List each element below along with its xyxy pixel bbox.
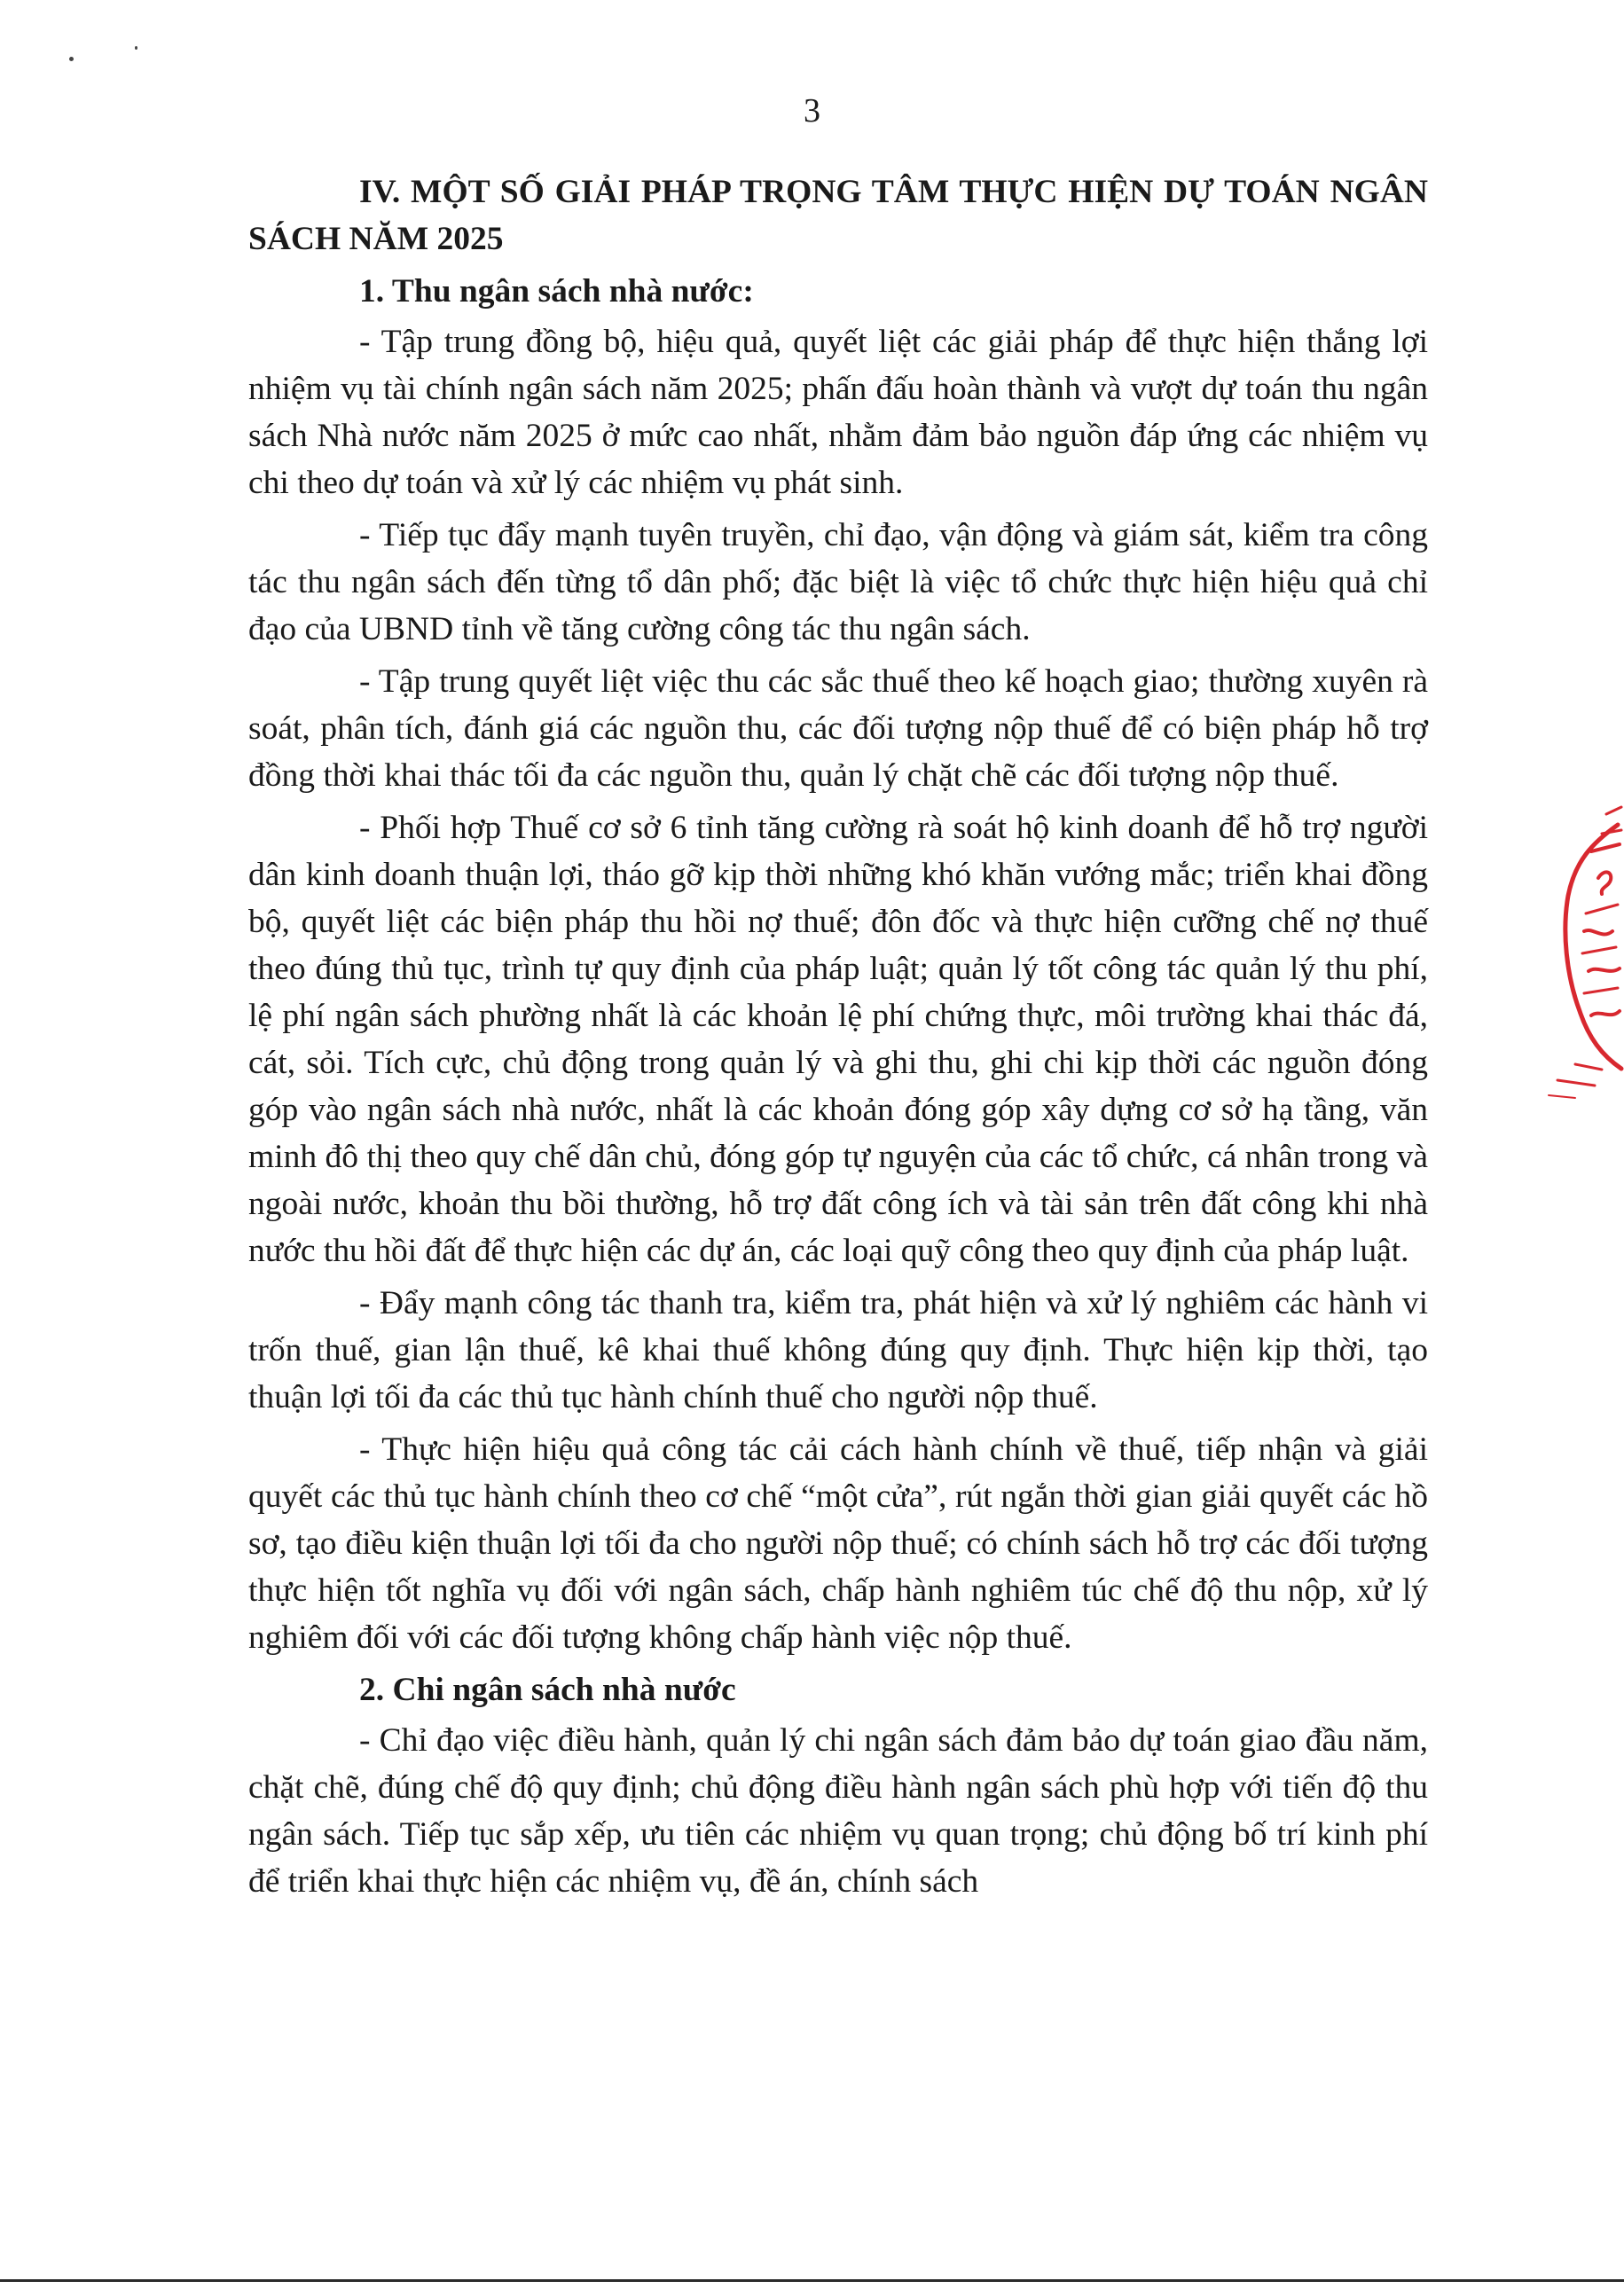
scan-speck — [69, 57, 74, 61]
paragraph: - Phối hợp Thuế cơ sở 6 tỉnh tăng cường rà soát hộ kinh doanh để hỗ trợ người dân kinh doanh thuận lợi, tháo gỡ kịp thời những khó khăn vướng mắc; triển khai đồng bộ, quyết liệt các biện pháp thu hồi nợ thuế; đôn đốc và thực hiện cưỡng chế nợ thuế theo đúng thủ tục, trình tự quy định của pháp luật; quản lý tốt công tác quản lý thu phí, lệ phí ngân sách phường nhất là các khoản lệ phí chứng thực, môi trường khai thác đá, cát, sỏi. Tích cực, chủ động trong quản lý và ghi thu, ghi chi kịp thời các nguồn đóng góp vào ngân sách nhà nước, nhất là các khoản đóng góp xây dựng cơ sở hạ tầng, văn minh đô thị theo quy chế dân chủ, đóng góp tự nguyện của các tổ chức, cá nhân trong và ngoài nước, khoản thu bồi thường, hỗ trợ đất công ích và tài sản trên đất công khi nhà nước thu hồi đất để thực hiện các dự án, các loại quỹ công theo quy định của pháp luật. — [248, 810, 1428, 1269]
scan-speck — [135, 46, 137, 50]
paragraph: - Tập trung quyết liệt việc thu các sắc thuế theo kế hoạch giao; thường xuyên rà soát, phân tích, đánh giá các nguồn thu, các đối tượng nộp thuế để có biện pháp hỗ trợ đồng thời khai thác tối đa các nguồn thu, quản lý chặt chẽ các đối tượng nộp thuế. — [248, 663, 1428, 794]
paragraph: - Thực hiện hiệu quả công tác cải cách hành chính về thuế, tiếp nhận và giải quyết các thủ tục hành chính theo cơ chế “một cửa”, rút ngắn thời gian giải quyết các hồ sơ, tạo điều kiện thuận lợi tối đa cho người nộp thuế; có chính sách hỗ trợ các đối tượng thực hiện tốt nghĩa vụ đối với ngân sách, chấp hành nghiêm túc chế độ thu nộp, xử lý nghiêm đối với các đối tượng không chấp hành việc nộp thuế. — [248, 1431, 1428, 1656]
paragraph: - Đẩy mạnh công tác thanh tra, kiểm tra, phát hiện và xử lý nghiêm các hành vi trốn thuế, gian lận thuế, kê khai thuế không đúng quy định. Thực hiện kịp thời, tạo thuận lợi tối đa các thủ tục hành chính thuế cho người nộp thuế. — [248, 1285, 1428, 1415]
paragraph: - Tiếp tục đẩy mạnh tuyên truyền, chỉ đạo, vận động và giám sát, kiểm tra công tác thu ngân sách đến từng tổ dân phố; đặc biệt là việc tổ chức thực hiện hiệu quả chỉ đạo của UBND tỉnh về tăng cường công tác thu ngân sách. — [248, 517, 1428, 647]
section-heading: IV. MỘT SỐ GIẢI PHÁP TRỌNG TÂM THỰC HIỆN DỰ TOÁN NGÂN SÁCH NĂM 2025 — [248, 174, 1428, 257]
section-2-title: 2. Chi ngân sách nhà nước — [359, 1672, 736, 1708]
paragraph: - Tập trung đồng bộ, hiệu quả, quyết liệt các giải pháp để thực hiện thắng lợi nhiệm vụ tài chính ngân sách năm 2025; phấn đấu hoàn thành và vượt dự toán thu ngân sách Nhà nước năm 2025 ở mức cao nhất, nhằm đảm bảo nguồn đáp ứng các nhiệm vụ chi theo dự toán và xử lý các nhiệm vụ phát sinh. — [248, 324, 1428, 501]
document-body — [248, 169, 1428, 1910]
scan-bottom-edge — [0, 2279, 1624, 2282]
paragraph: - Chỉ đạo việc điều hành, quản lý chi ngân sách đảm bảo dự toán giao đầu năm, chặt chẽ, đúng chế độ quy định; chủ động điều hành ngân sách phù hợp với tiến độ thu ngân sách. Tiếp tục sắp xếp, ưu tiên các nhiệm vụ quan trọng; chủ động bố trí kinh phí để triển khai thực hiện các nhiệm vụ, đề án, chính sách — [248, 1722, 1428, 1900]
section-1-title: 1. Thu ngân sách nhà nước: — [359, 273, 754, 310]
red-seal-stamp-icon — [1540, 798, 1624, 1117]
page-number: 3 — [804, 92, 820, 129]
